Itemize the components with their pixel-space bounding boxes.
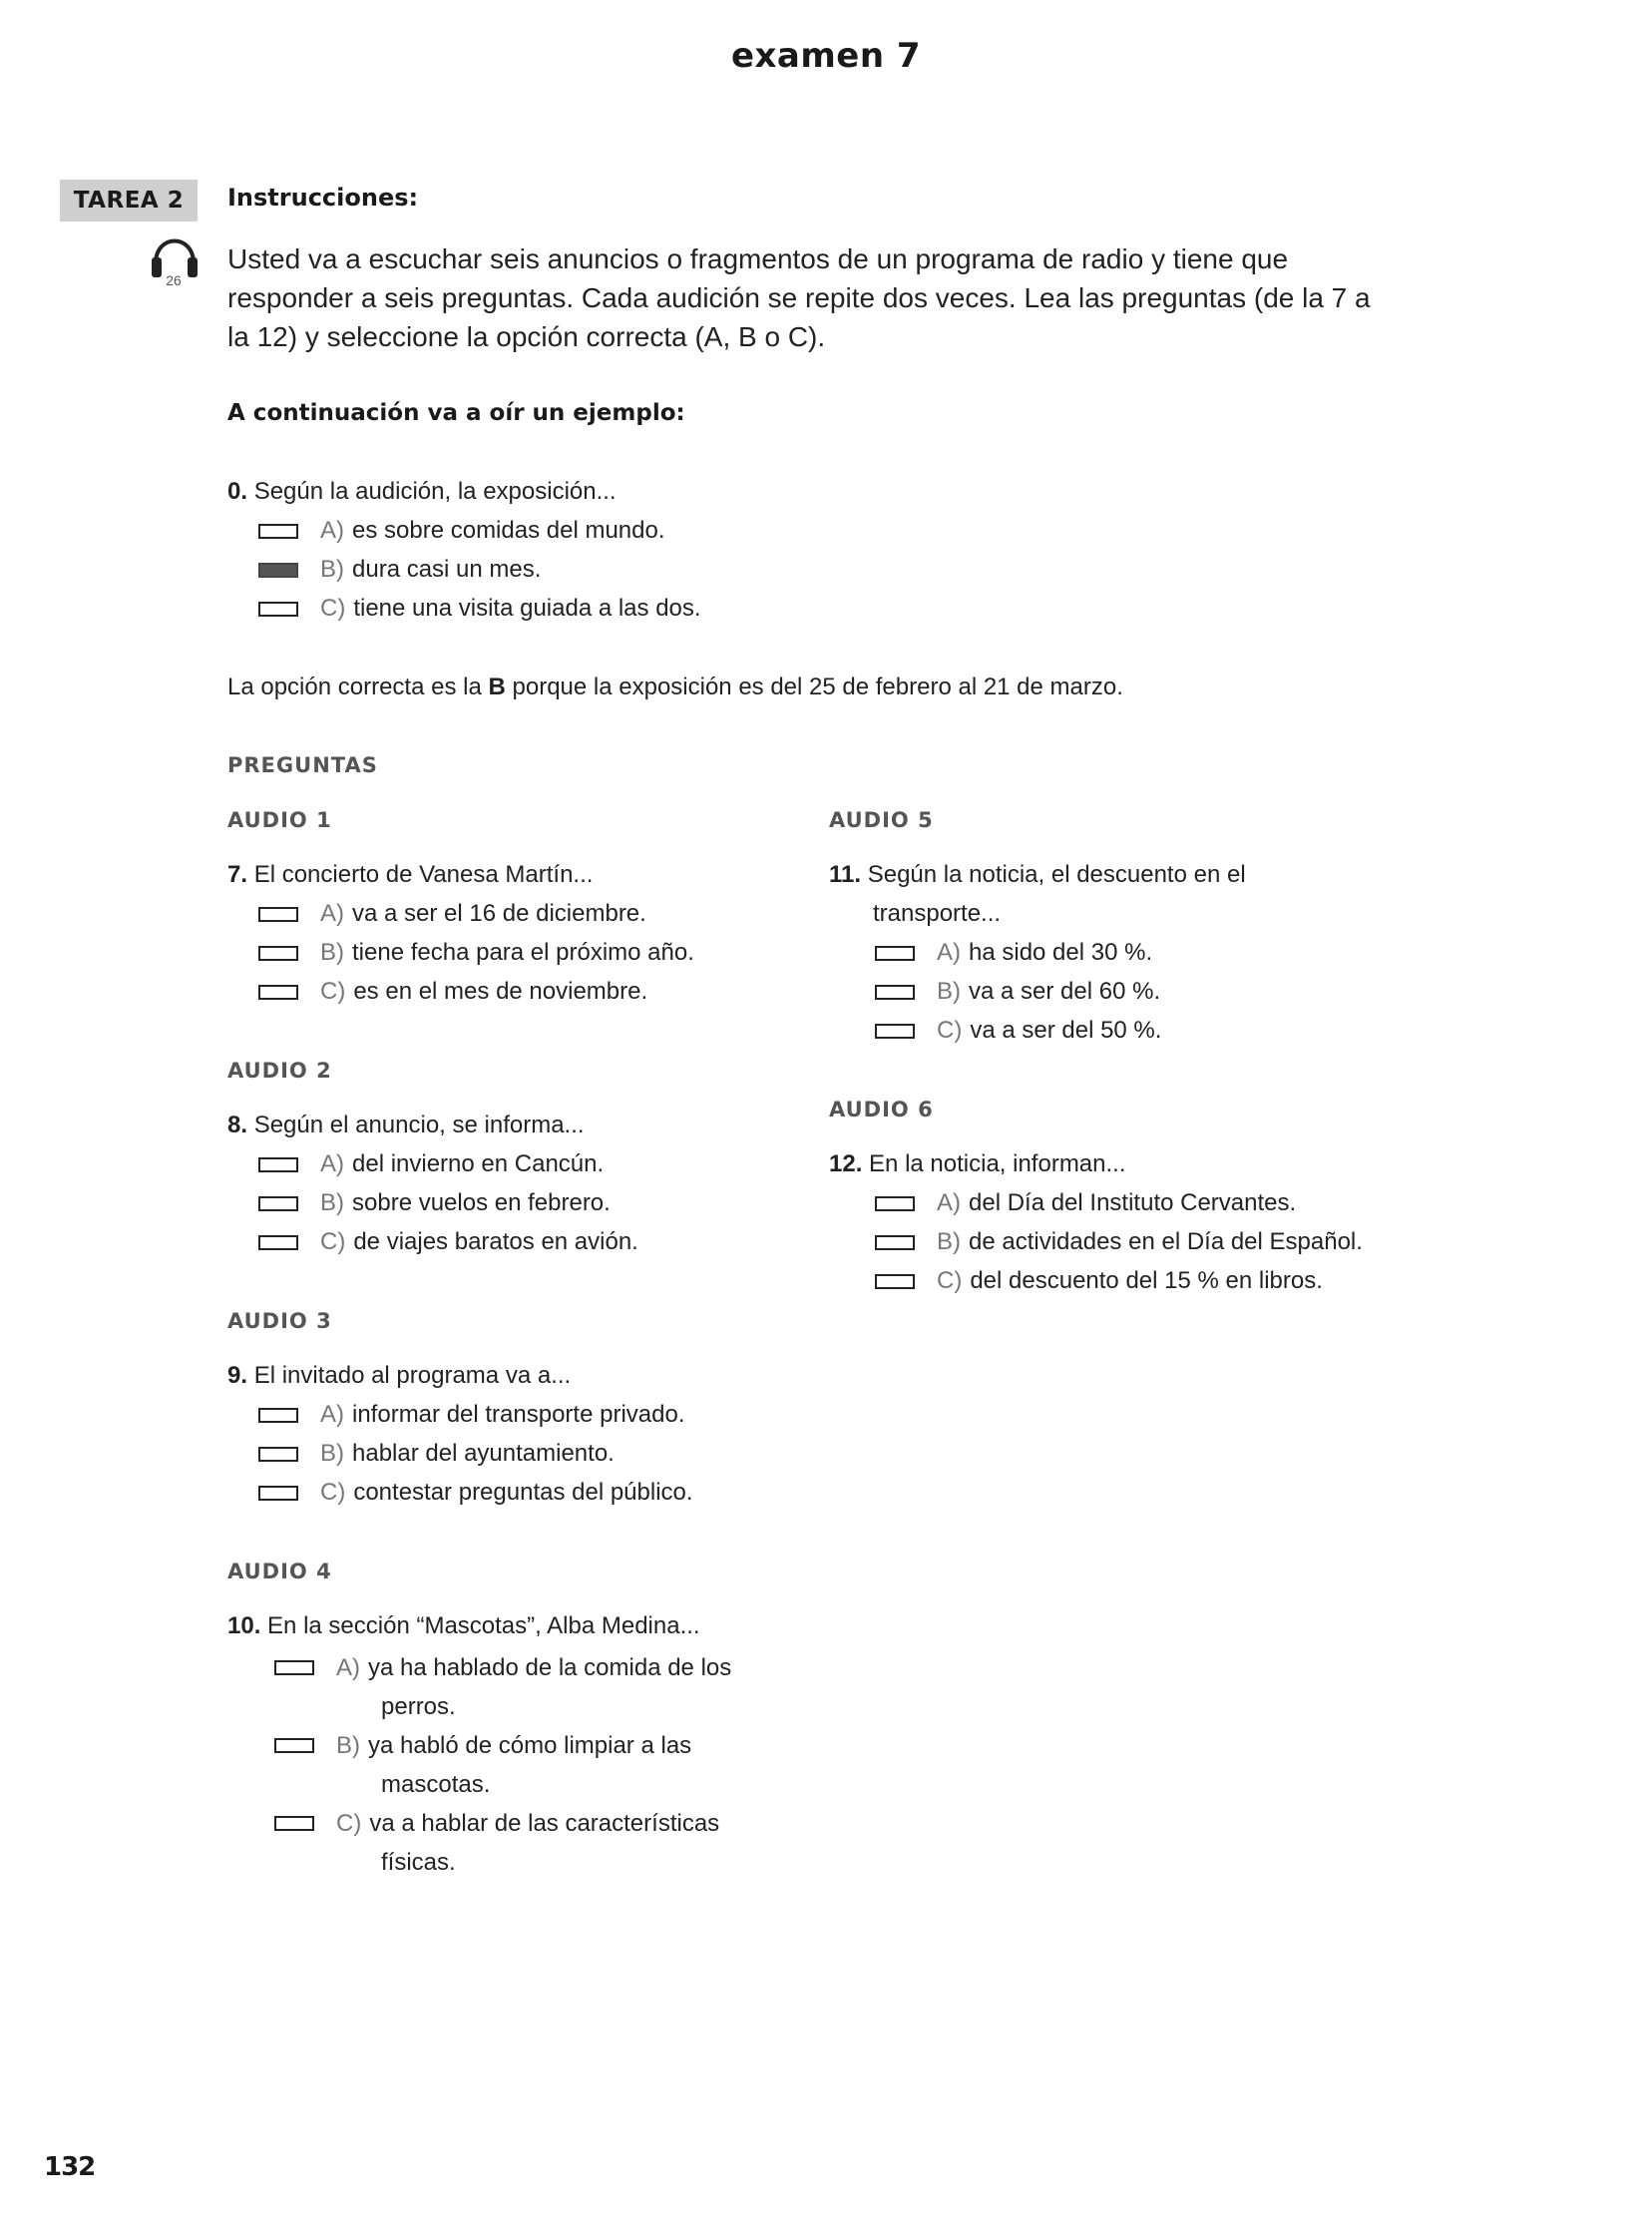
question-number: 0. bbox=[227, 478, 248, 505]
question-9 bbox=[227, 1361, 571, 1391]
example-option-c[interactable] bbox=[258, 595, 701, 623]
option-letter: B) bbox=[320, 939, 344, 966]
option-text-continued: mascotas. bbox=[381, 1771, 491, 1798]
option-text: tiene fecha para el próximo año. bbox=[352, 939, 694, 966]
instructions-text bbox=[227, 239, 1425, 356]
question-number: 8. bbox=[227, 1112, 248, 1138]
answer-checkbox[interactable] bbox=[274, 1660, 314, 1675]
q10-option-a[interactable] bbox=[274, 1648, 731, 1726]
answer-checkbox[interactable] bbox=[875, 1235, 915, 1250]
audio-5-label: AUDIO 5 bbox=[829, 808, 934, 832]
answer-suffix: porque la exposición es del 25 de febrero al 21 de marzo. bbox=[512, 673, 1123, 700]
q8-option-c[interactable] bbox=[258, 1228, 638, 1256]
option-text-continued: perros. bbox=[381, 1693, 456, 1720]
audio-4-label: AUDIO 4 bbox=[227, 1560, 332, 1583]
option-text: hablar del ayuntamiento. bbox=[352, 1440, 615, 1467]
option-text: del descuento del 15 % en libros. bbox=[970, 1267, 1323, 1294]
option-text: va a ser del 50 %. bbox=[970, 1017, 1162, 1044]
option-letter: C) bbox=[320, 978, 346, 1005]
q9-option-c[interactable] bbox=[258, 1479, 693, 1507]
answer-checkbox[interactable] bbox=[258, 907, 298, 922]
question-12 bbox=[829, 1149, 1126, 1179]
q10-option-c[interactable] bbox=[274, 1804, 719, 1882]
example-question bbox=[227, 477, 617, 507]
answer-checkbox[interactable] bbox=[875, 1196, 915, 1211]
q12-option-a[interactable] bbox=[875, 1189, 1296, 1217]
option-text: de viajes baratos en avión. bbox=[353, 1228, 638, 1255]
q7-option-c[interactable] bbox=[258, 978, 647, 1006]
question-text: En la noticia, informan... bbox=[869, 1150, 1126, 1177]
instructions-line: la 12) y seleccione la opción correcta (A, B o C). bbox=[227, 321, 826, 352]
question-number: 7. bbox=[227, 861, 248, 888]
instructions-line: responder a seis preguntas. Cada audición se repite dos veces. Lea las preguntas (de la 7 a bbox=[227, 282, 1371, 313]
answer-checkbox[interactable] bbox=[274, 1816, 314, 1831]
answer-checkbox[interactable] bbox=[258, 524, 298, 539]
question-text: El invitado al programa va a... bbox=[253, 1362, 572, 1389]
option-text: informar del transporte privado. bbox=[352, 1401, 685, 1428]
option-letter: A) bbox=[320, 900, 344, 927]
answer-checkbox[interactable] bbox=[274, 1738, 314, 1753]
option-letter: A) bbox=[320, 1401, 344, 1428]
answer-checkbox[interactable] bbox=[258, 1157, 298, 1172]
answer-checkbox[interactable] bbox=[258, 1447, 298, 1462]
instructions-title: Instrucciones: bbox=[227, 184, 419, 212]
audio-6-label: AUDIO 6 bbox=[829, 1098, 934, 1121]
question-number: 10. bbox=[227, 1612, 261, 1639]
question-11-continued: transporte... bbox=[873, 900, 1002, 927]
question-number: 11. bbox=[829, 861, 862, 888]
option-text: del invierno en Cancún. bbox=[352, 1150, 605, 1177]
question-10 bbox=[227, 1611, 700, 1641]
option-letter: C) bbox=[336, 1810, 362, 1837]
option-letter: C) bbox=[320, 1228, 346, 1255]
question-text: Según la noticia, el descuento en el bbox=[867, 861, 1246, 888]
option-text: es sobre comidas del mundo. bbox=[352, 517, 665, 544]
question-text: El concierto de Vanesa Martín... bbox=[253, 861, 594, 888]
option-letter: B) bbox=[320, 556, 344, 583]
audio-1-label: AUDIO 1 bbox=[227, 808, 332, 832]
option-letter: B) bbox=[320, 1189, 344, 1216]
answer-checkbox[interactable] bbox=[258, 1196, 298, 1211]
option-text: va a ser del 60 %. bbox=[969, 978, 1161, 1005]
question-7 bbox=[227, 860, 593, 890]
option-text: sobre vuelos en febrero. bbox=[352, 1189, 611, 1216]
example-heading: A continuación va a oír un ejemplo: bbox=[227, 400, 685, 426]
question-text: En la sección “Mascotas”, Alba Medina... bbox=[267, 1612, 700, 1639]
answer-prefix: La opción correcta es la bbox=[227, 673, 482, 700]
option-text: contestar preguntas del público. bbox=[353, 1479, 693, 1506]
answer-checkbox[interactable] bbox=[258, 1486, 298, 1501]
option-text: es en el mes de noviembre. bbox=[353, 978, 648, 1005]
example-answer-explanation bbox=[227, 672, 1123, 702]
audio-2-label: AUDIO 2 bbox=[227, 1059, 332, 1083]
option-text: ya ha hablado de la comida de los bbox=[368, 1654, 732, 1681]
q9-option-b[interactable] bbox=[258, 1440, 615, 1468]
q11-option-c[interactable] bbox=[875, 1017, 1161, 1045]
option-text: dura casi un mes. bbox=[352, 556, 542, 583]
instructions-line: Usted va a escuchar seis anuncios o fragmentos de un programa de radio y tiene que bbox=[227, 243, 1289, 274]
answer-checkbox[interactable] bbox=[875, 985, 915, 1000]
answer-checkbox[interactable] bbox=[875, 946, 915, 961]
option-text: va a ser el 16 de diciembre. bbox=[352, 900, 646, 927]
option-text: ha sido del 30 %. bbox=[969, 939, 1153, 966]
answer-checkbox[interactable] bbox=[258, 1408, 298, 1423]
tarea-badge: TAREA 2 bbox=[60, 180, 198, 222]
question-number: 9. bbox=[227, 1362, 248, 1389]
page-title: examen 7 bbox=[730, 36, 922, 76]
question-11 bbox=[829, 860, 1246, 890]
option-letter: B) bbox=[336, 1732, 360, 1759]
q9-option-a[interactable] bbox=[258, 1401, 685, 1429]
answer-checkbox[interactable] bbox=[258, 1235, 298, 1250]
option-letter: A) bbox=[937, 1189, 961, 1216]
question-text: Según el anuncio, se informa... bbox=[253, 1112, 585, 1138]
option-letter: A) bbox=[320, 1150, 344, 1177]
example-option-b[interactable] bbox=[258, 556, 541, 584]
audio-3-label: AUDIO 3 bbox=[227, 1309, 332, 1333]
q11-option-a[interactable] bbox=[875, 939, 1152, 967]
page-number: 132 bbox=[44, 2152, 96, 2182]
q12-option-c[interactable] bbox=[875, 1267, 1323, 1295]
question-number: 12. bbox=[829, 1150, 863, 1177]
answer-checkbox[interactable] bbox=[258, 946, 298, 961]
question-text: Según la audición, la exposición... bbox=[253, 478, 617, 505]
option-text-continued: físicas. bbox=[381, 1849, 456, 1876]
q8-option-a[interactable] bbox=[258, 1150, 604, 1178]
q8-option-b[interactable] bbox=[258, 1189, 611, 1217]
option-text: ya habló de cómo limpiar a las bbox=[368, 1732, 692, 1759]
q11-option-b[interactable] bbox=[875, 978, 1160, 1006]
q7-option-a[interactable] bbox=[258, 900, 646, 928]
option-letter: C) bbox=[937, 1017, 963, 1044]
option-letter: C) bbox=[320, 595, 346, 622]
option-letter: A) bbox=[320, 517, 344, 544]
q12-option-b[interactable] bbox=[875, 1228, 1363, 1256]
example-option-a[interactable] bbox=[258, 517, 665, 545]
option-letter: B) bbox=[937, 978, 961, 1005]
answer-checkbox-checked[interactable] bbox=[258, 563, 298, 578]
option-letter: A) bbox=[336, 1654, 360, 1681]
audio-track-number: 26 bbox=[166, 272, 182, 288]
option-text: tiene una visita guiada a las dos. bbox=[353, 595, 701, 622]
question-8 bbox=[227, 1111, 585, 1140]
option-letter: C) bbox=[937, 1267, 963, 1294]
option-letter: A) bbox=[937, 939, 961, 966]
answer-checkbox[interactable] bbox=[875, 1024, 915, 1039]
answer-checkbox[interactable] bbox=[258, 985, 298, 1000]
option-text: de actividades en el Día del Español. bbox=[969, 1228, 1363, 1255]
preguntas-heading: PREGUNTAS bbox=[227, 753, 378, 777]
answer-checkbox[interactable] bbox=[258, 602, 298, 617]
answer-letter: B bbox=[488, 673, 506, 700]
option-letter: B) bbox=[937, 1228, 961, 1255]
answer-checkbox[interactable] bbox=[875, 1274, 915, 1289]
q10-option-b[interactable] bbox=[274, 1726, 691, 1804]
option-letter: B) bbox=[320, 1440, 344, 1467]
option-text: del Día del Instituto Cervantes. bbox=[969, 1189, 1297, 1216]
option-text: va a hablar de las características bbox=[369, 1810, 720, 1837]
q7-option-b[interactable] bbox=[258, 939, 694, 967]
option-letter: C) bbox=[320, 1479, 346, 1506]
